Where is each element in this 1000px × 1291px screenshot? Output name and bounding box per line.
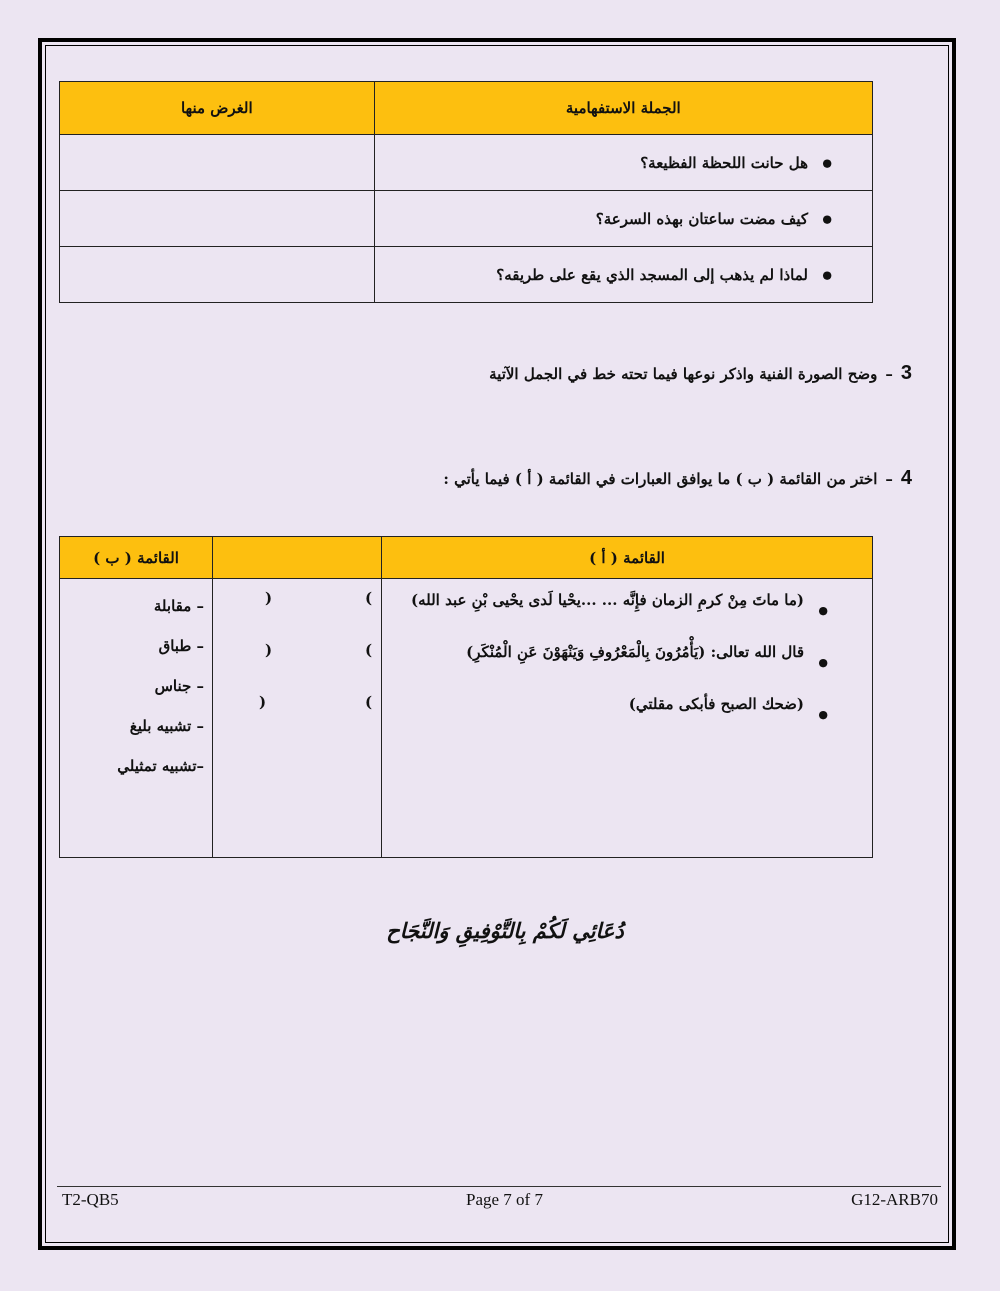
answer-slot[interactable] bbox=[213, 589, 381, 641]
list-a-header: القائمة ( أ ) bbox=[382, 537, 873, 579]
closing-wish: دُعَائِي لَكُمْ بِالتَّوْفِيقِ وَالنَّجَاح bbox=[386, 918, 624, 943]
list-b-option: – جناس bbox=[154, 677, 204, 695]
question-dash: – bbox=[885, 364, 893, 383]
footer-divider bbox=[57, 1186, 941, 1187]
sentence-text: كيف مضت ساعتان بهذه السرعة؟ bbox=[595, 209, 808, 228]
question-number: 4 bbox=[900, 467, 912, 489]
answer-cell bbox=[213, 579, 382, 858]
list-b-option: – طباق bbox=[158, 637, 204, 655]
bracket-open: ( bbox=[365, 641, 373, 659]
question-3 bbox=[489, 362, 912, 385]
list-a-text: (ضحك الصبح فأبكى مقلتي) bbox=[628, 695, 804, 713]
bracket-close: ) bbox=[265, 589, 273, 607]
list-a-item bbox=[382, 589, 872, 641]
bullet-icon: ● bbox=[818, 604, 828, 617]
list-b-header: القائمة ( ب ) bbox=[60, 537, 213, 579]
footer-code-right: G12-ARB70 bbox=[851, 1190, 938, 1209]
table-row bbox=[60, 191, 873, 247]
bracket-close: ) bbox=[265, 641, 273, 659]
sentence-text: لماذا لم يذهب إلى المسجد الذي يقع على طريقه؟ bbox=[496, 265, 808, 284]
purpose-answer-cell[interactable] bbox=[60, 247, 375, 303]
bracket-open: ( bbox=[365, 589, 373, 607]
question-text: اختر من القائمة ( ب ) ما يوافق العبارات في القائمة ( أ ) فيما يأتي : bbox=[443, 469, 878, 488]
table-row bbox=[60, 247, 873, 303]
footer-page-number: Page 7 of 7 bbox=[466, 1190, 543, 1209]
list-a-item bbox=[382, 641, 872, 693]
answer-slot[interactable] bbox=[213, 693, 381, 745]
bullet-icon: ● bbox=[822, 268, 832, 281]
question-text: وضح الصورة الفنية واذكر نوعها فيما تحته خط في الجمل الآتية bbox=[489, 364, 878, 383]
list-a-text: (ما ماتَ مِنْ كرمِ الزمان فإِنَّه ... ...يحْيا لَدى يحْيى بْنِ عبد الله) bbox=[411, 591, 804, 609]
question-dash: – bbox=[885, 469, 893, 488]
list-b-option: –تشبيه تمثيلي bbox=[117, 757, 204, 775]
bullet-icon: ● bbox=[822, 156, 832, 169]
list-a-text: قال الله تعالى: (يَأْمُرُونَ بِالْمَعْرُوفِ وَيَنْهَوْنَ عَنِ الْمُنْكَرِ) bbox=[466, 643, 804, 661]
sentence-text: هل حانت اللحظة الفظيعة؟ bbox=[640, 153, 808, 172]
bullet-icon: ● bbox=[818, 656, 828, 669]
question-number: 3 bbox=[900, 362, 912, 384]
bracket-close: ) bbox=[259, 693, 267, 711]
bullet-icon: ● bbox=[818, 708, 828, 721]
bracket-open: ( bbox=[365, 693, 373, 711]
sentence-cell bbox=[374, 135, 872, 191]
list-a-cell bbox=[382, 579, 873, 858]
list-a-item bbox=[382, 693, 872, 745]
answer-header bbox=[213, 537, 382, 579]
table-row bbox=[60, 135, 873, 191]
purpose-answer-cell[interactable] bbox=[60, 135, 375, 191]
purpose-answer-cell[interactable] bbox=[60, 191, 375, 247]
answer-slot[interactable] bbox=[213, 641, 381, 693]
sentence-cell bbox=[374, 247, 872, 303]
bullet-icon: ● bbox=[822, 212, 832, 225]
matching-table bbox=[59, 536, 873, 858]
purpose-header: الغرض منها bbox=[60, 82, 375, 135]
sentence-cell bbox=[374, 191, 872, 247]
footer-code-left: T2-QB5 bbox=[62, 1190, 119, 1209]
list-b-cell bbox=[60, 579, 213, 858]
question-4 bbox=[443, 467, 912, 490]
list-b-option: – تشبيه بليغ bbox=[129, 717, 204, 735]
interrogative-table bbox=[59, 81, 873, 303]
list-b-option: – مقابلة bbox=[153, 597, 204, 615]
sentence-header: الجملة الاستفهامية bbox=[374, 82, 872, 135]
